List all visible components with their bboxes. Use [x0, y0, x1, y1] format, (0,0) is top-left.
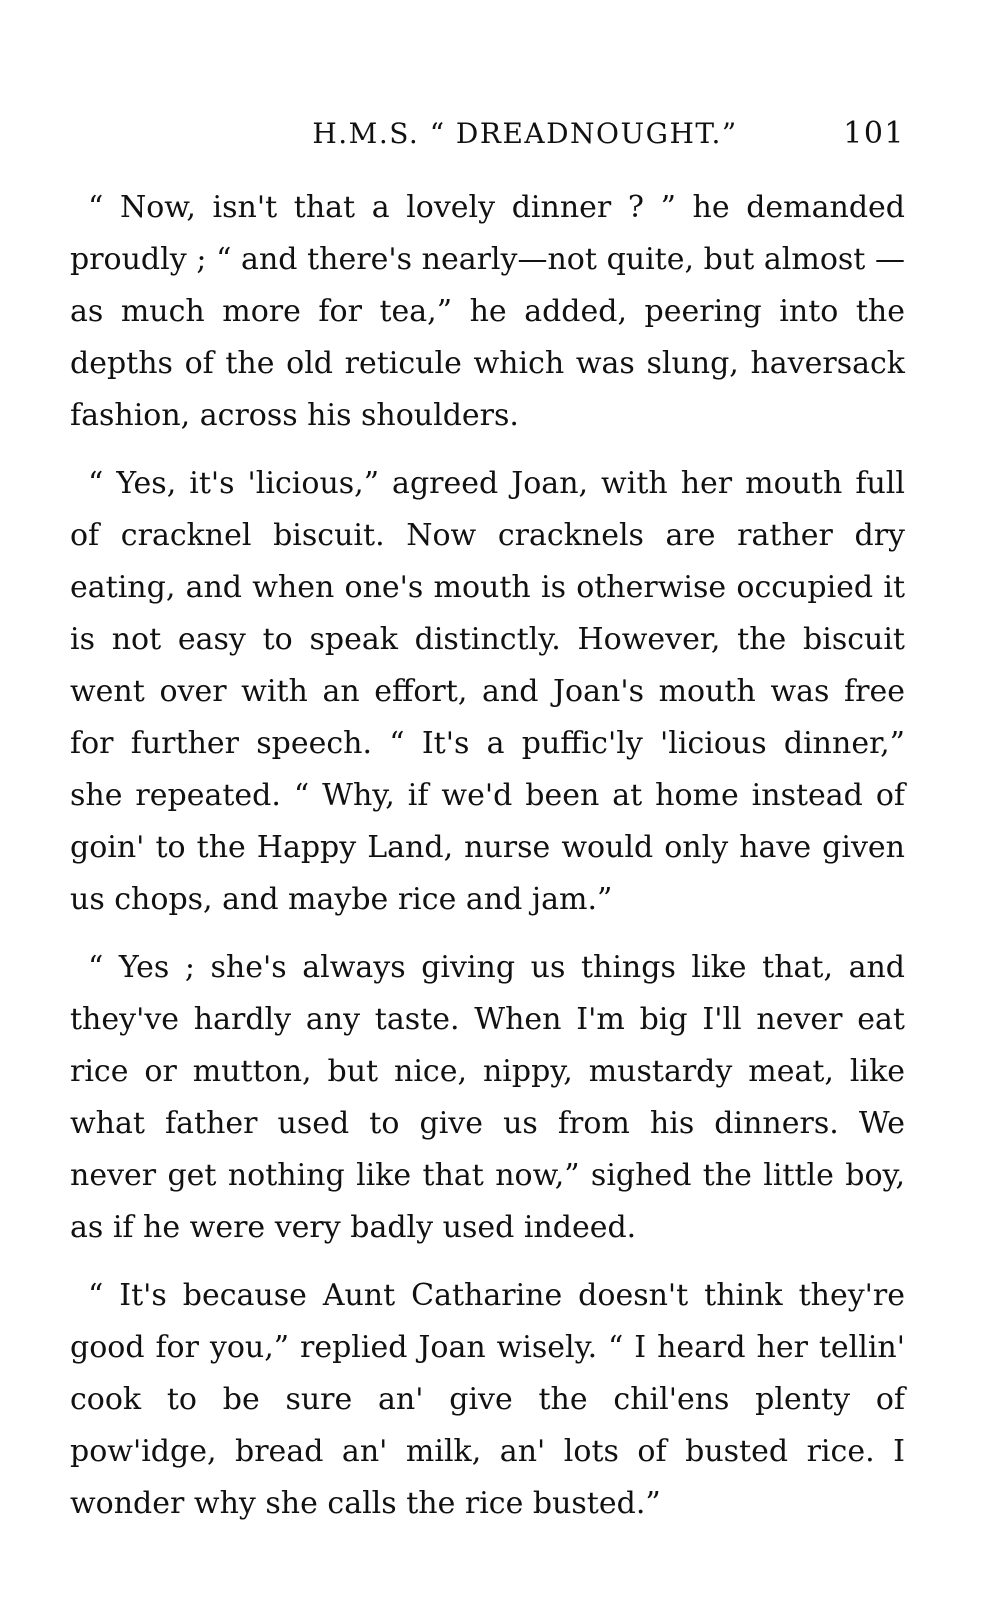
paragraph: “ Yes, it's 'licious,” agreed Joan, with her mouth full of cracknel biscuit. Now cracknels are rather dry eating, and when one's mouth is otherwise occupied it is not easy to speak distinctly. However, the biscuit went over with an effort, and Joan's mouth was free for further speech. “ It's a puffic'ly 'licious dinner,” she repeated. “ Why, if we'd been at home instead of goin' to the Happy Land, nurse would only have given us chops, and maybe rice and jam.” — [70, 466, 905, 917]
paragraph: “ Now, isn't that a lovely dinner ? ” he demanded proudly ; “ and there's nearly—not quite, but almost —as much more for tea,” he added, peering into the depths of the old reticule which was slung, haversack fashion, across his shoulders. — [70, 190, 905, 433]
paragraph: “ It's because Aunt Catharine doesn't think they're good for you,” replied Joan wisely. “ I heard her tellin' cook to be sure an' give the chil'ens plenty of pow'idge, bread an' milk, an' lots of busted rice. I wonder why she calls the rice busted.” — [70, 1278, 905, 1521]
running-head: H.M.S. “ DREADNOUGHT.” — [312, 117, 738, 150]
page-header — [70, 108, 905, 160]
page-number: 101 — [843, 116, 905, 151]
body-text — [70, 182, 905, 1530]
paragraph: “ Yes ; she's always giving us things like that, and they've hardly any taste. When I'm big I'll never eat rice or mutton, but nice, nippy, mustardy meat, like what father used to give us from his dinners. We never get nothing like that now,” sighed the little boy, as if he were very badly used indeed. — [70, 950, 905, 1245]
book-page — [70, 108, 905, 1588]
